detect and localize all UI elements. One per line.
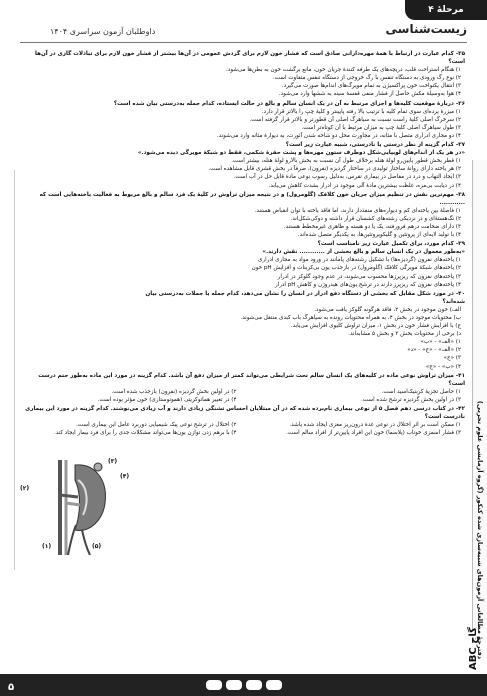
footer-bar — [0, 674, 487, 696]
option-row — [20, 421, 465, 429]
left-margin-bar — [0, 170, 15, 570]
decoration-pill — [246, 680, 262, 690]
question-41 — [20, 372, 465, 404]
decoration-pill — [206, 680, 222, 690]
option: ۲) یاخته‌های شبکهٔ مویرگی کلافک (گلومرول) در بازجذب یون بی‌کربنات و افزایش pH خون — [251, 265, 461, 272]
diagram-label-4: (۴) — [120, 473, 130, 480]
option: ۱) قطر بخش قطور پایین‌رو لولهٔ هنله برخلاف طول آن نسبت به بخش بالارو لولهٔ هنله، بیشتر است. — [231, 158, 461, 165]
option: ۴) هوا به‌وسیلهٔ مکش حاصل از فشار منفی قفسهٔ سینه به ششها وارد می‌شود. — [278, 91, 461, 98]
option-row — [20, 388, 465, 396]
option-row — [20, 396, 465, 404]
brand-logo: ABC گاج — [468, 627, 479, 670]
option: ۱) میزرهٔ پرده‌ای سوی تمام کلیه با ترتیب بالا رفته پایینتر و کلیهٔ چپ را بالاتر قرار دارد. — [261, 108, 461, 115]
question-38 — [20, 191, 465, 240]
diagram-label-1: (۱) — [42, 543, 52, 550]
option: ۳) در اولین بخش گردیزه ترشح شده است. — [361, 396, 461, 403]
statement: ج) با افزایش فشار خون در بخش ۱، میزان تراوش کلیوی افزایش می‌یابد. — [290, 323, 461, 330]
question-stem: ۴۱- میزان تراوش نوعی ماده در کلیه‌های یک انسان سالم تحت شرایطی می‌تواند کمتر از میزان دفع آن باشد. کدام گزینه در مورد این ماده به‌طور حتم درست است؟ — [38, 372, 465, 387]
option: ۴) «ب» - «ج» — [425, 363, 461, 370]
option: ۴) با برهم زدن توازن یون‌ها می‌تواند مشکلات جدی را برای فرد بیمار ایجاد کند. — [53, 430, 237, 437]
question-35 — [20, 50, 465, 99]
option: ۱) ممکن است بر اثر اختلال در نوعی غدهٔ درون‌ریز مغزی ایجاد شده باشد. — [289, 422, 461, 429]
option: ۲) نوع رگ ورودی به دستگاه تنفس با رگ خروجی از دستگاه تنفس متفاوت است. — [273, 75, 461, 82]
question-note: «در هر یک از اندام‌های لوبیایی‌شکل دوطرف ستون مهره‌ها و پشت حفرهٔ شکمی، فقط دو شبکهٔ مویرگی دیده می‌شود.» — [137, 150, 465, 157]
diagram-label-3: (۳) — [108, 458, 118, 465]
footer-decoration — [206, 680, 282, 690]
side-caption-text: دفترچهٔ مطالعاتی آزمون‌های شبیه‌سازی شده کنکور (گروه آزمایشی علوم تجربی) — [476, 400, 484, 660]
question-stem: ۴۲- در کتاب درسی دهم فصل ۵ از نوعی بیماری نام‌برده شده که در آن مبتلایان احساس تشنگی زیادی دارند و آب زیادی می‌نوشند. کدام گزینه در مورد این بیماری نادرست است؟ — [25, 406, 465, 421]
question-36 — [20, 100, 465, 140]
option: ۳) دارای ضخامت درهم فرورفته، یک یا دو هسته و ظاهری غیرمخطط هستند. — [283, 223, 461, 230]
side-caption — [476, 400, 484, 660]
option: ۳) ایجاد التهاب و درد در مفاصل در بیماری نقرس، به‌دلیل رسوب نوعی مادهٔ قابل حل در آب است. — [233, 174, 461, 181]
option: ۱) «الف» - «ب» — [420, 339, 461, 346]
question-42 — [20, 405, 465, 437]
option: ۱) فاصلهٔ بین یاخته‌ای کم و دیواره‌های منفذدار دارند، اما فاقد یاخته با توان انقباض هستند. — [254, 207, 461, 214]
option: ۲) سرخرگ اصلی کلیهٔ راست نسبت به سیاهرگ اصلی آن قطورتر و بالاتر قرار گرفته است. — [249, 116, 461, 123]
question-37 — [20, 141, 465, 190]
statement: ب) محتویات موجود در بخش ۴، به همراه محتویات رونده به سیاهرگ باب کبدی منتقل می‌شوند. — [240, 315, 461, 321]
option: ۳) «ج» — [443, 355, 461, 362]
option: ۲) در اولین بخش گردیزه (نفرون) بازجذب شده است. — [111, 388, 237, 395]
question-stem: ۳۹- کدام مورد، برای تکمیل عبارت زیر نامناسب است؟ — [317, 241, 465, 248]
question-stem: ۳۶- دربارهٔ موقعیت کلیه‌ها و اجزای مرتبط به آن در یک انسان سالم و بالغ در حالت ایستاده، کدام جمله به‌درستی بیان شده است؟ — [113, 100, 465, 107]
diagram-label-5: (۵) — [92, 543, 102, 550]
option: ۳) انتقال یکنواخت خون پراکسیژن به تمام مویرگ‌های اندام‌ها صورت می‌گیرد. — [281, 83, 461, 90]
decoration-pill — [266, 680, 282, 690]
option-row — [20, 429, 465, 437]
page-number: ۵ — [8, 682, 15, 693]
question-39 — [20, 240, 465, 289]
statement: الف) خون موجود در بخش ۲، فاقد هرگونه گلوکز یافت می‌شود. — [314, 306, 461, 313]
question-stem: ۴۰- در مورد شکل مقابل که بخشی از دستگاه دفع ادرار در انسان را نشان می‌دهد، کدام جمله یا جملات به‌درستی بیان شده‌اند؟ — [145, 290, 465, 305]
decoration-pill — [226, 680, 242, 690]
diagram-label-2: (۲) — [20, 485, 30, 492]
option: ۳) فشار اسمزی خوناب (پلاسما) خون این افراد پایین‌تر از افراد سالم است. — [286, 430, 461, 437]
option: ۳) طول سیاهرگ اصلی کلیهٔ چپ به میزان مرتبط با آن کوتاه‌تر است. — [301, 124, 461, 131]
option: ۲) اختلال در ترشح نوعی پیک شیمیایی دوربرد عامل این بیماری است. — [76, 422, 237, 429]
option: ۲) هر یاخته دارای روانهٔ ساختار تولیدی در ساختار گردیزه (نفرون)، صرفاً در بخش قشری قابل مشاهده است. — [208, 166, 461, 173]
question-40 — [20, 290, 465, 371]
statement: د) برخی از محتویات بخش ۳ و بخش ۵ مشابه‌اند. — [348, 331, 461, 338]
option: ۳) یاخته‌های نفرون که ریزپرزها محسوب می‌شوند، در عدم وجود گلوکز در ادرار — [277, 273, 461, 280]
option: ۴) با تولید لایه‌ای از پروتئین و گلیکوپروتئین‌ها، به یکدیگر متصل شده‌اند. — [297, 232, 461, 239]
option: ۲) «الف» - «ج» - «د» — [407, 347, 461, 354]
option: ۲) نگ‌هستهٔ‌ای و در نزدیکی رشته‌های کشسان قرار داشته و دوکی‌شکل‌اند. — [290, 215, 461, 222]
question-note: «به‌طور معمول در یک انسان سالم و بالغ بخشی از ............ نقش دارند.» — [262, 249, 465, 256]
option: ۱) حاصل تجزیهٔ کربنیک‌اسید است. — [381, 388, 461, 395]
option: ۴) یاخته‌های نفرون که ریزپرز دارند در ترشح یون‌های هیدروژن و کاهش pH ادرار — [274, 281, 461, 288]
option: ۴) در دیابت بی‌مزه، غلظت بیشترین مادهٔ آلی موجود در ادرار بشدت کاهش می‌یابد. — [268, 182, 461, 189]
option: ۴) در تغییر هماتوکریتی (هموتوستازی) خون مؤثر بوده است. — [97, 396, 237, 403]
right-margin-bar — [472, 160, 487, 660]
option: ۱) هنگام استراحت قلب، دریچه‌های یک طرفه کنندهٔ جریان خون، مانع برگشت خون به بطن‌ها می‌شود. — [226, 67, 461, 74]
kidney-illustration — [20, 455, 135, 555]
question-stem: ۳۵- کدام عبارت در ارتباط با همهٔ مهره‌دارانی صادق است که فشار خون لازم برای گردش عمومی در آن‌ها بیشتر از فشار خون لازم برای تبادلات گازی در آن‌ها است؟ — [34, 51, 465, 66]
page-subtitle: داوطلبان آزمون سراسری ۱۴۰۴ — [50, 27, 156, 36]
page-title: زیست‌شناسی — [385, 22, 467, 36]
header-divider — [20, 42, 467, 43]
option: ۱) یاخته‌های نفرون (گردیزه‌ها) با تشکیل رشته‌های پامانند در ورود مواد به مجاری ادراری — [258, 257, 461, 264]
question-stem: ۳۸- مهم‌ترین نقش در تنظیم میزان جریان خون کلافک (گلومرول) و در نتیجه میزان تراوش در کلیهٔ یک فرد سالم و بالغ مربوط به فعالیت یاخته‌هایی است که ............ — [39, 191, 465, 206]
stage-tab — [405, 0, 487, 20]
stage-label: مرحلهٔ ۴ — [428, 5, 464, 15]
kidney-diagram — [20, 455, 135, 555]
option: ۴) دو مجاری ادراری متصل با مثانه، در مجاورت محل دو شاخه شدن آئورت، به دیوارهٔ مثانه وارد می‌شوند. — [216, 132, 461, 139]
question-stem: ۳۷- کدام گزینه از نظر درستی یا نادرستی، شبیه عبارت زیر است؟ — [285, 142, 465, 149]
